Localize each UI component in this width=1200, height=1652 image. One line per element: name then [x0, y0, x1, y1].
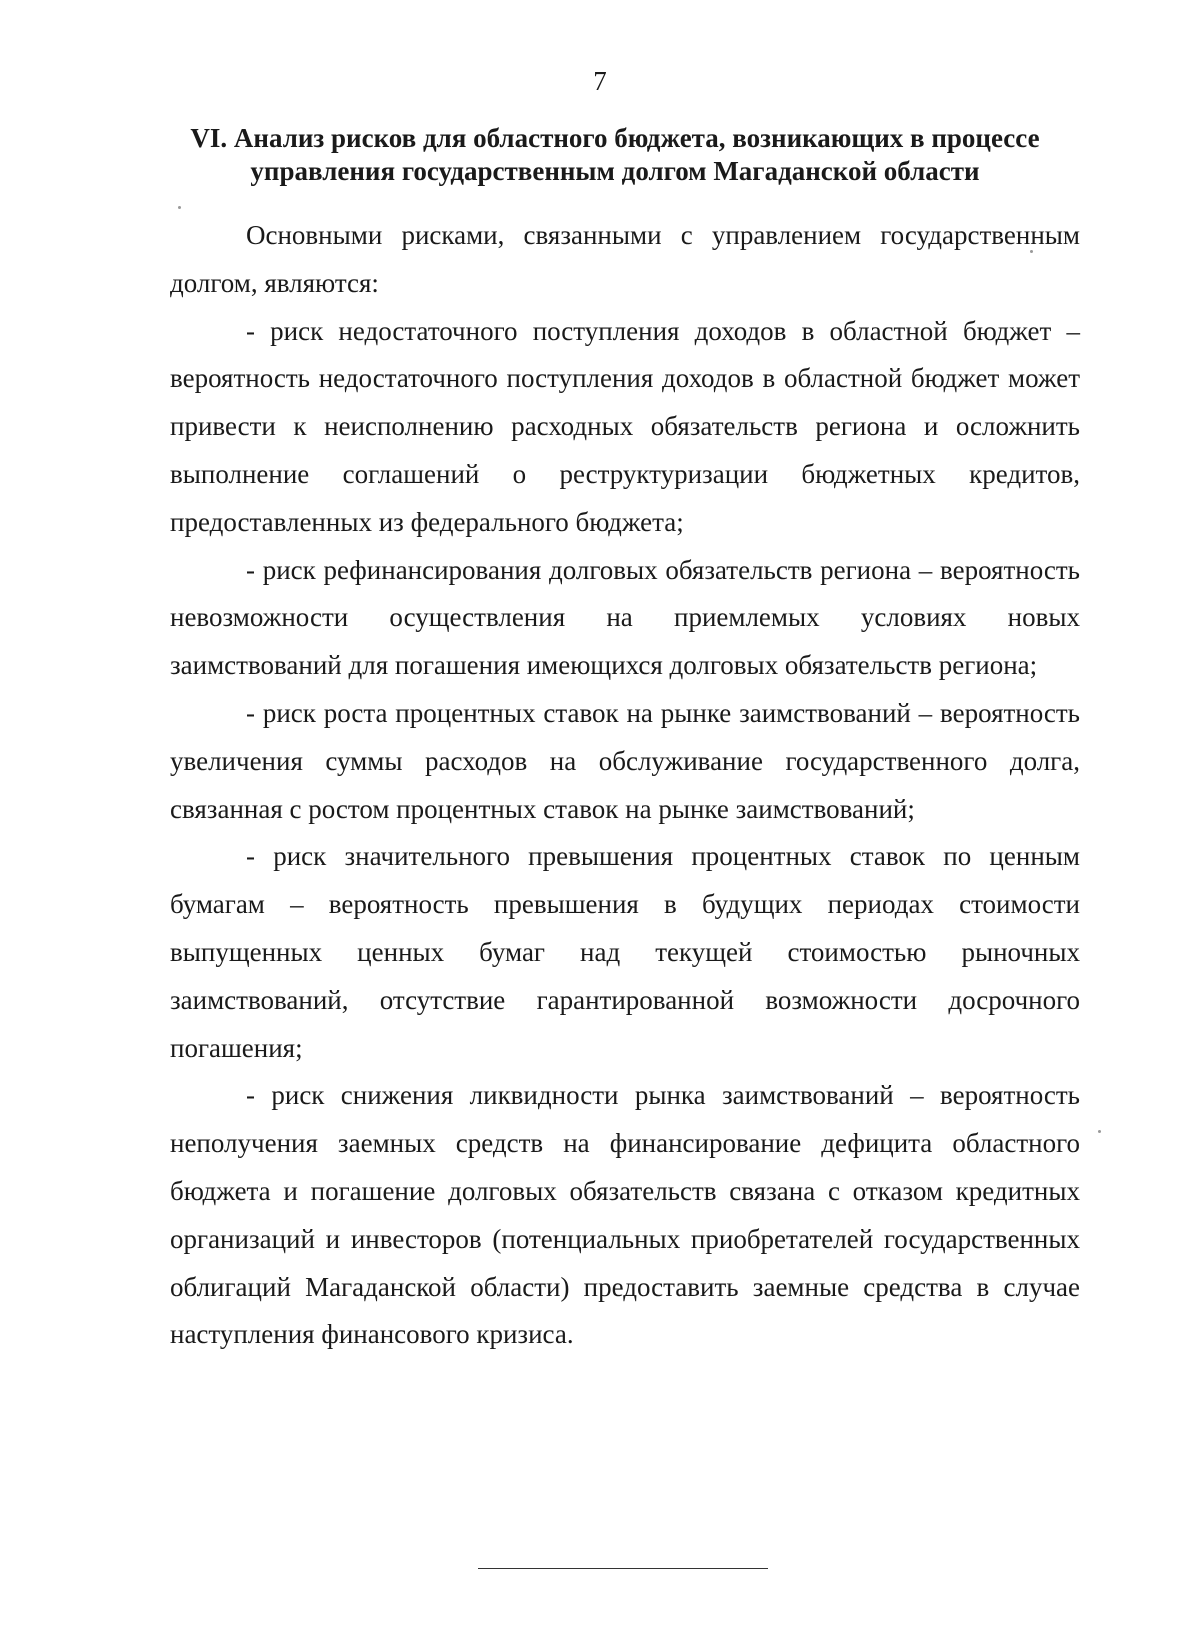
- scan-speck: [1030, 250, 1033, 253]
- paragraph-intro: Основными рисками, связанными с управлением государственным долгом, являются:: [170, 220, 1080, 298]
- document-body: [170, 212, 1080, 1359]
- section-title-line-1: VI. Анализ рисков для областного бюджета, возникающих в процессе: [190, 123, 1040, 153]
- scan-speck: [1098, 1130, 1101, 1133]
- paragraph-securities-rate-risk: - риск значительного превышения процентных ставок по ценным бумагам – вероятность превышения в будущих периодах стоимости выпущенных ценных бумаг над текущей стоимостью рыночных заимствований, отсутствие гарантированной возможности досрочного погашения;: [170, 841, 1080, 1063]
- footer-rule: [478, 1568, 768, 1569]
- section-title-line-2: управления государственным долгом Магаданской области: [250, 156, 980, 186]
- scan-speck: [178, 206, 181, 209]
- paragraph-revenue-risk: - риск недостаточного поступления доходов в областной бюджет – вероятность недостаточного поступления доходов в областной бюджет может привести к неисполнению расходных обязательств региона и осложнить выполнение соглашений о реструктуризации бюджетных кредитов, предоставленных из федерального бюджета;: [170, 315, 1080, 537]
- paragraph-refinancing-risk: - риск рефинансирования долговых обязательств региона – вероятность невозможности осуществления на приемлемых условиях новых заимствований для погашения имеющихся долговых обязательств региона;: [170, 554, 1080, 681]
- section-title: [150, 122, 1080, 188]
- page-number: 7: [593, 66, 607, 96]
- paragraph-interest-rate-risk: - риск роста процентных ставок на рынке заимствований – вероятность увеличения суммы расходов на обслуживание государственного долга, связанная с ростом процентных ставок на рынке заимствований;: [170, 697, 1080, 824]
- paragraph-liquidity-risk: - риск снижения ликвидности рынка заимствований – вероятность неполучения заемных средств на финансирование дефицита областного бюджета и погашение долговых обязательств связана с отказом кредитных организаций и инвесторов (потенциальных приобретателей государственных облигаций Магаданской области) предоставить заемные средства в случае наступления финансового кризиса.: [170, 1080, 1080, 1350]
